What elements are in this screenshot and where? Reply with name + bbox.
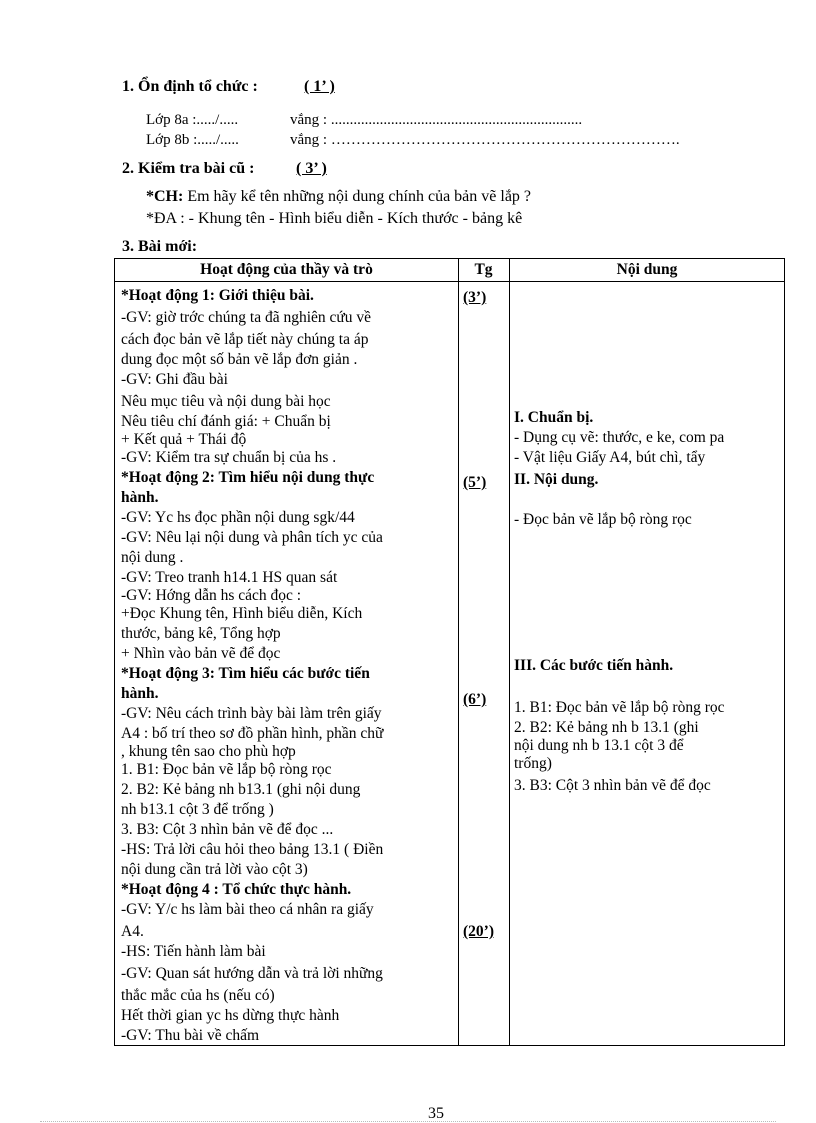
page-number: 35	[428, 1105, 444, 1122]
activity-line: -GV: Ghi đầu bài	[121, 371, 228, 388]
activity-line: *Hoạt động 4 : Tổ chức thực hành.	[121, 881, 352, 898]
review-question	[146, 188, 531, 206]
content-line: I. Chuẩn bị.	[514, 409, 594, 426]
activity-line: -GV: Thu bài về chấm	[121, 1027, 260, 1044]
time-allotment: (6’)	[463, 691, 487, 708]
time-allotment: (20’)	[463, 923, 494, 940]
activity-line: *Hoạt động 1: Giới thiệu bài.	[121, 287, 314, 304]
header-divider	[115, 281, 784, 282]
header-content: Nội dung	[616, 261, 678, 278]
lesson-table	[114, 258, 785, 1046]
activity-line: cách đọc bản vẽ lắp tiết này chúng ta áp	[121, 331, 369, 348]
column-divider	[509, 259, 510, 1045]
activity-line: -GV: Yc hs đọc phần nội dung sgk/44	[121, 509, 355, 526]
column-divider	[458, 259, 459, 1045]
activity-line: *Hoạt động 3: Tìm hiểu các bước tiến	[121, 665, 370, 682]
content-line: II. Nội dung.	[514, 471, 599, 488]
question-prefix: *CH:	[146, 188, 184, 205]
activity-line: Hết thời gian yc hs dừng thực hành	[121, 1007, 340, 1024]
content-line: 3. B3: Cột 3 nhìn bản vẽ để đọc	[514, 777, 711, 794]
footer-rule	[40, 1121, 776, 1122]
content-line: - Đọc bản vẽ lắp bộ ròng rọc	[514, 511, 692, 528]
question-text: Em hãy kể tên những nội dung chính của bản vẽ lắp ?	[187, 188, 532, 205]
activity-line: -GV: Nêu lại nội dung và phân tích yc của	[121, 529, 383, 546]
activity-line: + Kết quả + Thái độ	[121, 431, 247, 448]
section1-heading: 1. Ổn định tổ chức :	[122, 78, 258, 95]
activity-line: -GV: Hớng dẫn hs cách đọc :	[121, 587, 302, 604]
activity-line: A4.	[121, 923, 144, 940]
activity-line: 3. B3: Cột 3 nhìn bản vẽ để đọc ...	[121, 821, 334, 838]
content-line: nội dung nh b 13.1 cột 3 để	[514, 737, 684, 754]
activity-line: *Hoạt động 2: Tìm hiểu nội dung thực	[121, 469, 375, 486]
content-line: - Dụng cụ vẽ: thước, e ke, com pa	[514, 429, 725, 446]
review-answer	[146, 210, 522, 228]
activity-line: A4 : bố trí theo sơ đồ phần hình, phần chữ	[121, 725, 384, 742]
content-line: 1. B1: Đọc bản vẽ lắp bộ ròng rọc	[514, 699, 725, 716]
content-line: 2. B2: Kẻ bảng nh b 13.1 (ghi	[514, 719, 699, 736]
activity-line: Nêu mục tiêu và nội dung bài học	[121, 393, 331, 410]
class-8b-absent: vắng : …………………………………………………………….	[290, 132, 680, 148]
activity-line: thước, bảng kê, Tổng hợp	[121, 625, 281, 642]
activity-line: 2. B2: Kẻ bảng nh b13.1 (ghi nội dung	[121, 781, 361, 798]
time-allotment: (5’)	[463, 474, 487, 491]
header-activities: Hoạt động của thầy và trò	[200, 261, 373, 278]
activity-line: dung đọc một số bản vẽ lắp đơn giản .	[121, 351, 358, 368]
activity-line: 1. B1: Đọc bản vẽ lắp bộ ròng rọc	[121, 761, 332, 778]
activity-line: hành.	[121, 489, 159, 506]
answer-prefix: *ĐA	[146, 210, 177, 227]
header-time: Tg	[474, 261, 493, 278]
section2-heading: 2. Kiểm tra bài cũ :	[122, 160, 255, 177]
activity-line: + Nhìn vào bản vẽ để đọc	[121, 645, 281, 662]
activity-line: -HS: Tiến hành làm bài	[121, 943, 266, 960]
activity-line: -GV: Kiểm tra sự chuẩn bị của hs .	[121, 449, 337, 466]
activity-line: -GV: Treo tranh h14.1 HS quan sát	[121, 569, 338, 586]
content-line: - Vật liệu Giấy A4, bút chì, tẩy	[514, 449, 706, 466]
activity-line: hành.	[121, 685, 159, 702]
activity-line: -GV: Quan sát hướng dẫn và trả lời những	[121, 965, 383, 982]
class-8a-label: Lớp 8a :...../.....	[146, 112, 239, 128]
content-line: III. Các bước tiến hành.	[514, 657, 674, 674]
activity-line: -GV: Nêu cách trình bày bài làm trên giấy	[121, 705, 382, 722]
activity-line: , khung tên sao cho phù hợp	[121, 743, 296, 760]
time-allotment: (3’)	[463, 289, 487, 306]
section3-heading: 3. Bài mới:	[122, 238, 198, 255]
section1-time: ( 1’ )	[304, 78, 335, 95]
activity-line: -GV: Y/c hs làm bài theo cá nhân ra giấy	[121, 901, 374, 918]
activity-line: -GV: giờ trớc chúng ta đã nghiên cứu về	[121, 309, 372, 326]
class-8b-label: Lớp 8b :...../.....	[146, 132, 239, 148]
section2-time: ( 3’ )	[296, 160, 327, 177]
activity-line: thắc mắc của hs (nếu có)	[121, 987, 275, 1004]
content-line: trống)	[514, 755, 552, 772]
activity-line: nội dung cần trả lời vào cột 3)	[121, 861, 308, 878]
activity-line: +Đọc Khung tên, Hình biểu diễn, Kích	[121, 605, 363, 622]
activity-line: Nêu tiêu chí đánh giá: + Chuẩn bị	[121, 413, 331, 430]
activity-line: nội dung .	[121, 549, 184, 566]
activity-line: nh b13.1 cột 3 để trống )	[121, 801, 274, 818]
class-8a-absent: vắng : ...................................................................	[290, 112, 583, 128]
activity-line: -HS: Trả lời câu hỏi theo bảng 13.1 ( Điền	[121, 841, 384, 858]
answer-text: : - Khung tên - Hình biểu diễn - Kích thước - bảng kê	[180, 210, 523, 227]
